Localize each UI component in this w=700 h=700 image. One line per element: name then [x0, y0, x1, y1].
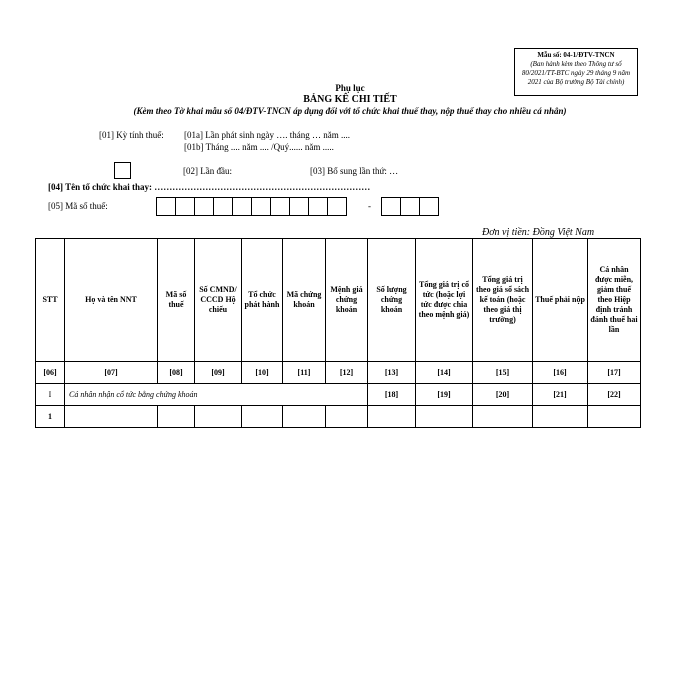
tax-id-digit-box[interactable] — [270, 197, 290, 216]
header-row — [36, 239, 641, 362]
column-code: [11] — [283, 362, 326, 384]
table-row — [36, 406, 641, 428]
field-01-label: [01] Kỳ tính thuế: — [99, 130, 164, 140]
column-header: Tổ chức phát hành — [242, 239, 283, 362]
column-header: Số CMND/ CCCD Hộ chiếu — [195, 239, 242, 362]
table-cell[interactable] — [158, 406, 195, 428]
table-cell[interactable] — [368, 406, 416, 428]
column-header: STT — [36, 239, 65, 362]
currency-unit: Đơn vị tiền: Đồng Việt Nam — [482, 227, 595, 238]
column-header: Mệnh giá chứng khoán — [326, 239, 368, 362]
field-04[interactable]: [04] Tên tổ chức khai thay: ……………………………………………………………… — [48, 182, 371, 192]
table-cell[interactable] — [416, 406, 473, 428]
tax-id-digit-box[interactable] — [156, 197, 176, 216]
column-code: [09] — [195, 362, 242, 384]
field-03[interactable]: [03] Bổ sung lần thứ: … — [310, 166, 399, 176]
row-stt: 1 — [36, 406, 65, 428]
column-code: [16] — [533, 362, 588, 384]
column-code: [15] — [473, 362, 533, 384]
field-01a[interactable]: [01a] Lần phát sinh ngày …. tháng … năm .... — [184, 130, 350, 140]
tax-id-branch-box[interactable] — [381, 197, 401, 216]
column-code: [10] — [242, 362, 283, 384]
column-header: Thuế phải nộp — [533, 239, 588, 362]
column-header: Mã chứng khoán — [283, 239, 326, 362]
column-code: [06] — [36, 362, 65, 384]
code-row — [36, 362, 641, 384]
column-header: Tổng giá trị theo giá sổ sách kế toán (hoặc theo giá thị trường) — [473, 239, 533, 362]
group-description: Cá nhân nhận cổ tức bằng chứng khoán — [65, 384, 368, 406]
field-02: [02] Lần đầu: — [183, 166, 232, 176]
column-header: Tổng giá trị cổ tức (hoặc lợi tức được chia theo mệnh giá) — [416, 239, 473, 362]
column-code: [17] — [588, 362, 641, 384]
tax-id-digit-box[interactable] — [327, 197, 347, 216]
tax-id-branch-boxes[interactable] — [382, 197, 439, 216]
tax-id-digit-box[interactable] — [308, 197, 328, 216]
appendix-label: Phụ lục — [335, 83, 365, 93]
field-01b[interactable]: [01b] Tháng .... năm .... /Quý...... năm ..... — [184, 142, 334, 152]
column-code: [14] — [416, 362, 473, 384]
tax-id-digit-box[interactable] — [213, 197, 233, 216]
form-code: Mẫu số: 04-1/ĐTV-TNCN — [537, 51, 615, 59]
column-header: Họ và tên NNT — [65, 239, 158, 362]
table-cell[interactable] — [533, 406, 588, 428]
tax-id-branch-box[interactable] — [419, 197, 439, 216]
column-code: [07] — [65, 362, 158, 384]
form-legal-note: (Ban hành kèm theo Thông tư số 80/2021/TT-BTC ngày 29 tháng 9 năm 2021 của Bộ trưởng Bộ Tài chính) — [521, 60, 631, 86]
detail-table — [35, 238, 641, 428]
table-cell[interactable] — [242, 406, 283, 428]
column-code: [12] — [326, 362, 368, 384]
tax-id-boxes[interactable] — [157, 197, 347, 216]
group-stt: I — [36, 384, 65, 406]
page-subtitle: (Kèm theo Tờ khai mẫu số 04/ĐTV-TNCN áp dụng đối với tổ chức khai thuế thay, nộp thuế thay cho nhiều cá nhân) — [133, 106, 567, 116]
column-header: Cá nhân được miễn, giảm thuế theo Hiệp định tránh đánh thuế hai lần — [588, 239, 641, 362]
tax-id-digit-box[interactable] — [289, 197, 309, 216]
table-cell[interactable] — [588, 406, 641, 428]
tax-id-dash: - — [368, 201, 371, 211]
group-code: [18] — [368, 384, 416, 406]
group-code: [19] — [416, 384, 473, 406]
page-title: BẢNG KÊ CHI TIẾT — [303, 94, 397, 105]
column-header: Mã số thuế — [158, 239, 195, 362]
tax-id-branch-box[interactable] — [400, 197, 420, 216]
group-row — [36, 384, 641, 406]
group-code: [22] — [588, 384, 641, 406]
column-header: Số lượng chứng khoán — [368, 239, 416, 362]
table-cell[interactable] — [473, 406, 533, 428]
tax-id-digit-box[interactable] — [175, 197, 195, 216]
group-code: [20] — [473, 384, 533, 406]
table-cell[interactable] — [65, 406, 158, 428]
tax-id-digit-box[interactable] — [194, 197, 214, 216]
tax-id-digit-box[interactable] — [251, 197, 271, 216]
column-code: [13] — [368, 362, 416, 384]
group-code: [21] — [533, 384, 588, 406]
table-cell[interactable] — [283, 406, 326, 428]
table-cell[interactable] — [195, 406, 242, 428]
tax-id-digit-box[interactable] — [232, 197, 252, 216]
field-05-label: [05] Mã số thuế: — [48, 201, 108, 211]
table-cell[interactable] — [326, 406, 368, 428]
first-time-checkbox[interactable] — [114, 162, 131, 179]
column-code: [08] — [158, 362, 195, 384]
